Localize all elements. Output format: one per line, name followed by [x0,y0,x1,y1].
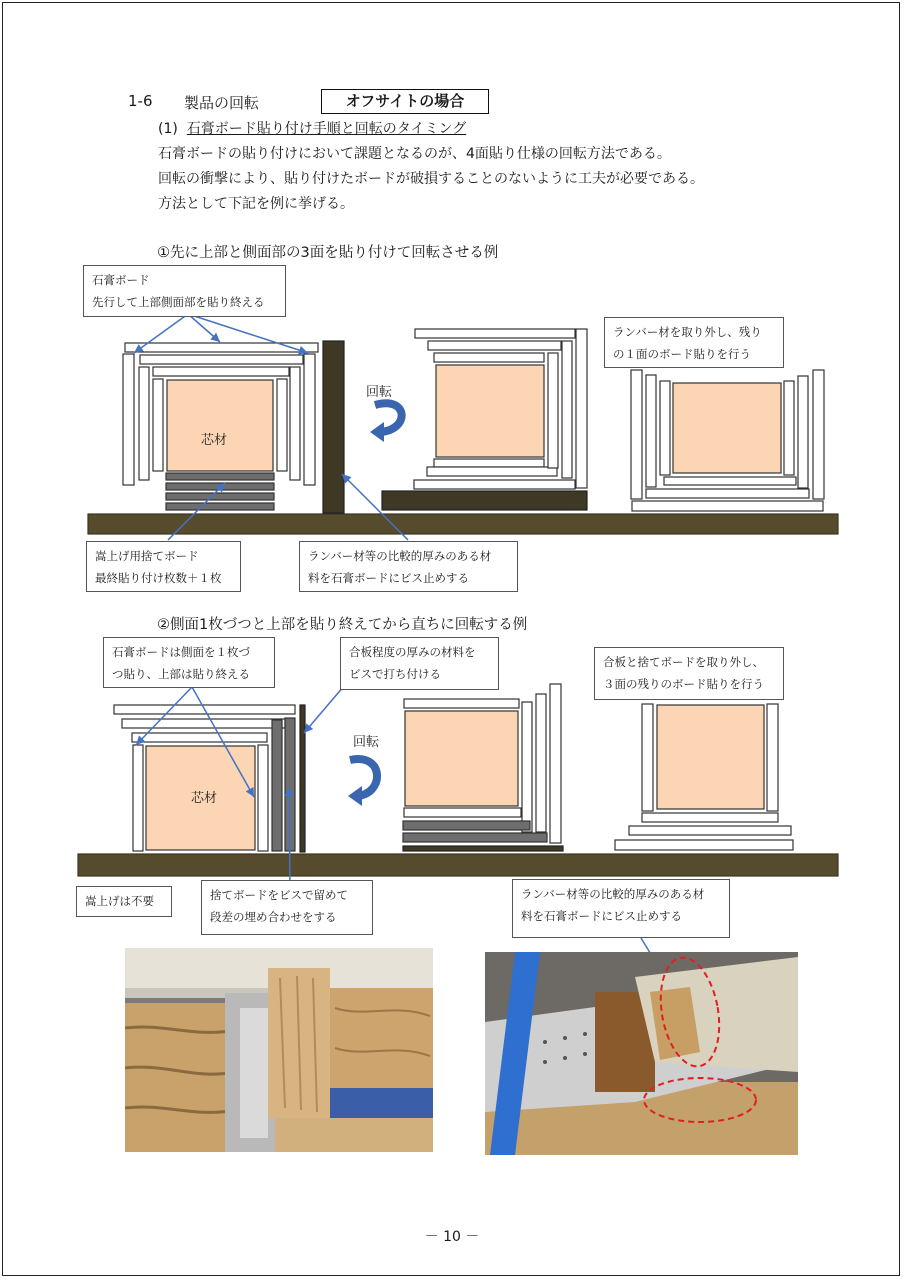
subsection-title: 石膏ボード貼り付け手順と回転のタイミング [186,121,467,137]
ex1-callout-screw: ランバー材等の比較的厚みのある材 料を石膏ボードにビス止めする [299,541,518,592]
section-title: 製品の回転 [184,94,260,112]
subsection-number: (1) [158,121,178,137]
ex1-diagram-final [631,370,824,511]
ex1-callout-spacer: 嵩上げ用捨てボード 最終貼り付け枚数＋１枚 [86,541,241,592]
photo-right-illustration [485,952,798,1155]
ex2-rotate-label: 回転 [353,735,380,750]
ex1-core [167,380,273,471]
ex1-core-final [673,383,781,473]
page-number: － 10 － [424,1229,480,1245]
ex2-diagram-final [615,704,793,850]
photo-left-illustration [125,948,433,1152]
section-number: 1-6 [128,92,153,110]
ex2-callout-plywood: 合板程度の厚みの材料を ビスで打ち付ける [340,637,499,690]
ex2-callout-discard-board: 捨てボードをビスで留めて 段差の埋め合わせをする [201,880,373,935]
ex2-core-final [657,705,764,809]
photo-right [485,952,798,1155]
ex2-callout-nospacer: 嵩上げは不要 [76,886,172,917]
ex2-core-rotated [405,711,518,806]
ex1-diagram-rotated [382,329,587,510]
ex2-rotate-arrow [348,759,377,806]
ex2-floor [78,854,838,876]
example1-title: ①先に上部と側面部の3面を貼り付けて回転させる例 [157,245,499,261]
ex1-core-rotated [436,365,544,457]
ex1-rotate-arrow [370,403,402,442]
ex2-callout-photo: ランバー材等の比較的厚みのある材 料を石膏ボードにビス止めする [512,879,730,938]
paragraph-2: 回転の衝撃により、貼り付けたボードが破損することのないように工夫が必要である。 [158,171,704,187]
ex1-core-label: 芯材 [200,433,228,448]
photo-left [125,948,433,1152]
ex1-callout-board: 石膏ボード 先行して上部側面部を貼り終える [83,265,286,317]
ex1-lumber [323,341,344,513]
paragraph-3: 方法として下記を例に挙げる。 [158,196,354,212]
example2-title: ②側面1枚づつと上部を貼り終えてから直ちに回転する例 [157,617,528,633]
ex2-callout-board: 石膏ボードは側面を１枚づ つ貼り、上部は貼り終える [103,637,275,688]
offsite-badge: オフサイトの場合 [321,89,489,114]
paragraph-1: 石膏ボードの貼り付けにおいて課題となるのが、4面貼り仕様の回転方法である。 [158,146,671,162]
ex1-floor [88,514,838,534]
ex2-core-label: 芯材 [190,791,218,806]
ex2-callout-remove: 合板と捨てボードを取り外し、 ３面の残りのボード貼りを行う [594,647,784,700]
ex2-diagram-rotated [403,684,563,851]
ex1-callout-lumber-remove: ランバー材を取り外し、残り の１面のボード貼りを行う [604,317,784,368]
ex1-rotate-label: 回転 [366,385,393,400]
